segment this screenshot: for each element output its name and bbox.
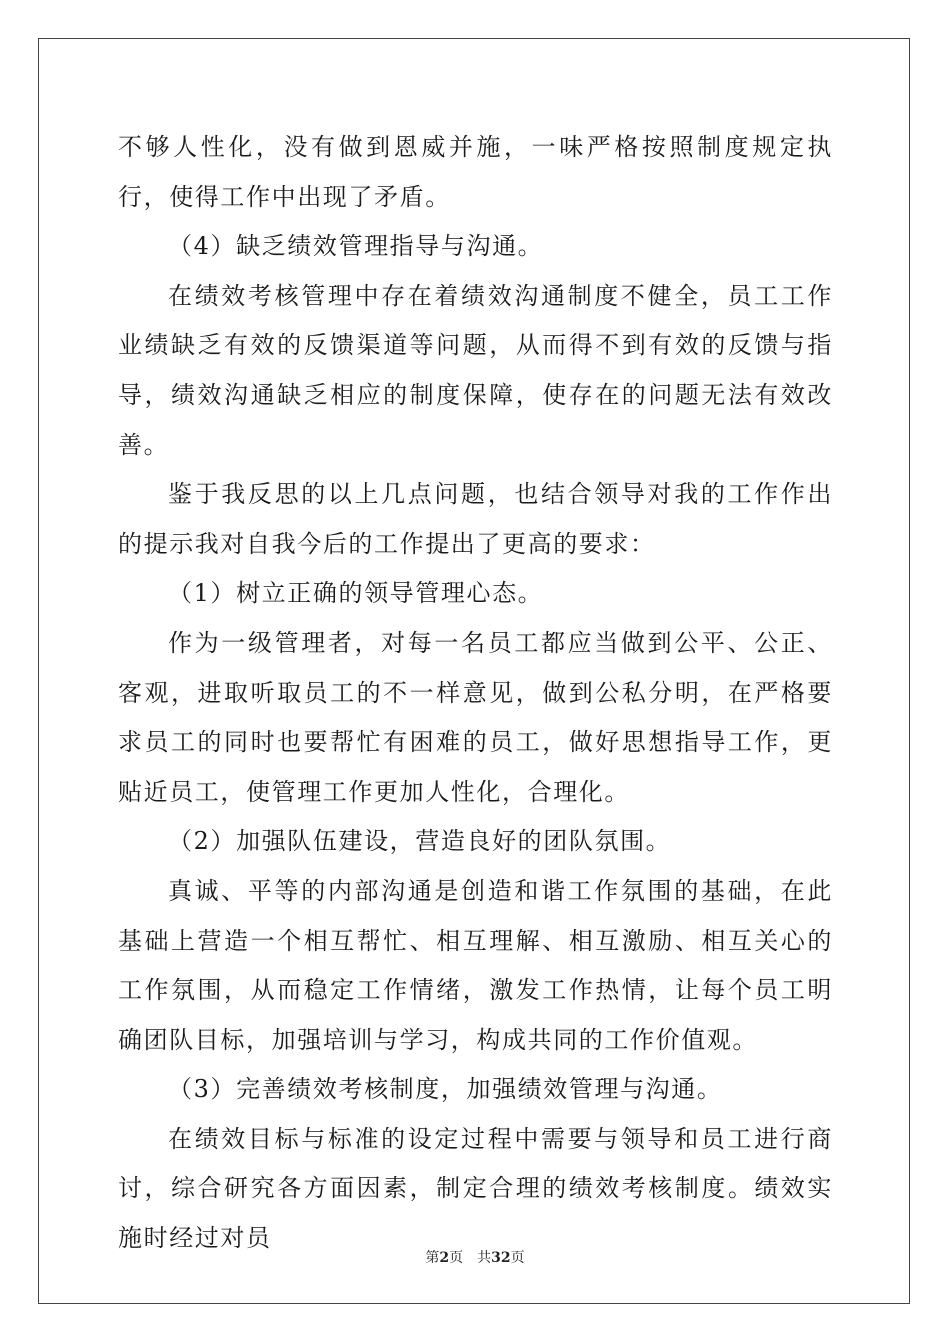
current-page-number: 2	[439, 1250, 450, 1266]
paragraph: （4）缺乏绩效管理指导与沟通。	[168, 232, 544, 261]
paragraph: 作为一级管理者，对每一名员工都应当做到公平、公正、客观，进取听取员工的不一样意见，做到公私分明，在严格要求员工的同时也要帮忙有困难的员工，做好思想指导工作，更贴近员工，使管理工作更加人性化，合理化。	[118, 628, 833, 806]
paragraph: 不够人性化，没有做到恩威并施，一味严格按照制度规定执行，使得工作中出现了矛盾。	[118, 133, 833, 211]
paragraph: 在绩效目标与标准的设定过程中需要与领导和员工进行商讨，综合研究各方面因素，制定合理的绩效考核制度。绩效实施时经过对员	[118, 1124, 833, 1253]
paragraph: 鉴于我反思的以上几点问题，也结合领导对我的工作作出的提示我对自我今后的工作提出了更高的要求：	[118, 480, 833, 558]
total-label-prefix: 共	[477, 1250, 492, 1266]
total-label-suffix: 页	[510, 1250, 525, 1266]
page-label-suffix: 页	[449, 1250, 464, 1266]
paragraph: （2）加强队伍建设，营造良好的团队氛围。	[168, 827, 672, 856]
document-body	[118, 123, 833, 1264]
page-footer	[0, 1247, 950, 1267]
paragraph: （3）完善绩效考核制度，加强绩效管理与沟通。	[168, 1075, 723, 1104]
paragraph: （1）树立正确的领导管理心态。	[168, 579, 544, 608]
total-page-count: 32	[491, 1250, 511, 1266]
paragraph: 在绩效考核管理中存在着绩效沟通制度不健全，员工工作业绩缺乏有效的反馈渠道等问题，从而得不到有效的反馈与指导，绩效沟通缺乏相应的制度保障，使存在的问题无法有效改善。	[118, 281, 833, 459]
paragraph: 真诚、平等的内部沟通是创造和谐工作氛围的基础，在此基础上营造一个相互帮忙、相互理解、相互激励、相互关心的工作氛围，从而稳定工作情绪，激发工作热情，让每个员工明确团队目标，加强培训与学习，构成共同的工作价值观。	[118, 876, 833, 1054]
page-label-prefix: 第	[425, 1250, 440, 1266]
